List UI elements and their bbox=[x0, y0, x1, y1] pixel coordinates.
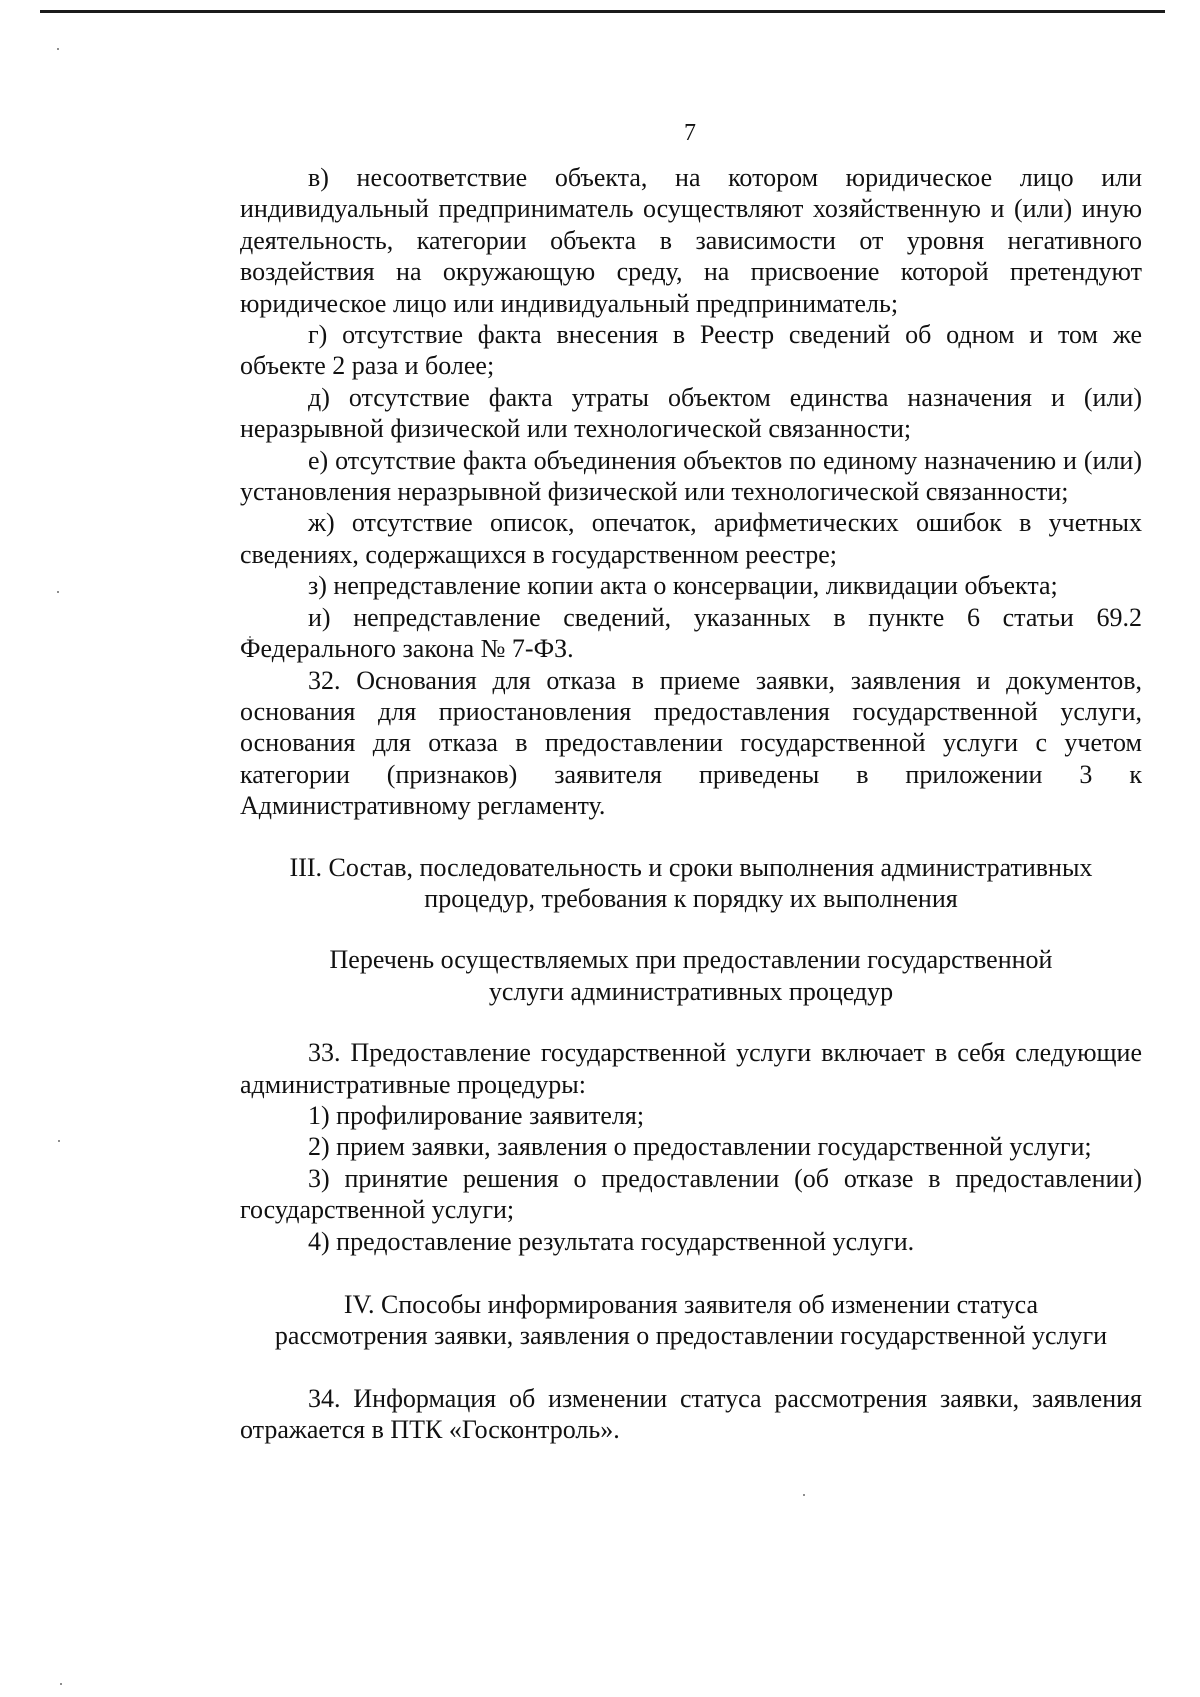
list-item-33-4: 4) предоставление результата государственной услуги. bbox=[308, 1226, 915, 1256]
section-4-heading bbox=[240, 1289, 1142, 1352]
paragraph-e: е) отсутствие факта объединения объектов по единому назначению и (или) установления неразрывной физической или технологической связанности; bbox=[240, 445, 1142, 507]
subsection-heading-line: услуги административных процедур bbox=[488, 976, 894, 1006]
document-body bbox=[240, 162, 1142, 1446]
subsection-heading bbox=[240, 944, 1142, 1007]
paragraph-z: з) непредставление копии акта о консервации, ликвидации объекта; bbox=[308, 571, 1058, 601]
paragraph-i: и) непредставление сведений, указанных в пункте 6 статьи 69.2 Федерального закона № 7-ФЗ. bbox=[240, 602, 1142, 664]
scan-speck bbox=[60, 1683, 62, 1685]
section-3-heading-line: III. Состав, последовательность и сроки выполнения административных bbox=[289, 852, 1093, 882]
top-border-line bbox=[40, 10, 1165, 13]
scan-speck bbox=[57, 591, 59, 593]
paragraph-d: д) отсутствие факта утраты объектом единства назначения и (или) неразрывной физической или технологической связанности; bbox=[240, 382, 1142, 444]
section-3-heading bbox=[240, 852, 1142, 915]
scan-speck bbox=[58, 1140, 60, 1142]
paragraph-zh: ж) отсутствие описок, опечаток, арифметических ошибок в учетных сведениях, содержащихся в государственном реестре; bbox=[240, 508, 1142, 569]
section-3-heading-line: процедур, требования к порядку их выполнения bbox=[424, 883, 958, 913]
paragraph-33: 33. Предоставление государственной услуги включает в себя следующие административные процедуры: bbox=[240, 1038, 1142, 1099]
scan-speck bbox=[803, 1494, 805, 1496]
subsection-heading-line: Перечень осуществляемых при предоставлении государственной bbox=[329, 945, 1053, 975]
list-item-33-3: 3) принятие решения о предоставлении (об отказе в предоставлении) государственной услуги; bbox=[240, 1163, 1142, 1225]
page-number: 7 bbox=[684, 120, 696, 146]
list-item-33-2: 2) прием заявки, заявления о предоставлении государственной услуги; bbox=[308, 1132, 1092, 1162]
paragraph-32: 32. Основания для отказа в приеме заявки, заявления и документов, основания для приостановления предоставления государственной услуги, основания для отказа в предоставлении государственной услуги с учетом категории (признаков) заявителя приведены в приложении 3 к Административному регламенту. bbox=[240, 665, 1142, 821]
paragraph-34: 34. Информация об изменении статуса рассмотрения заявки, заявления отражается в ПТК «Госконтроль». bbox=[240, 1383, 1142, 1445]
paragraph-v: в) несоответствие объекта, на котором юридическое лицо или индивидуальный предприниматель осуществляют хозяйственную и (или) иную деятельность, категории объекта в зависимости от уровня негативного воздействия на окружающую среду, на присвоение которой претендуют юридическое лицо или индивидуальный предприниматель; bbox=[240, 163, 1142, 318]
section-4-heading-line: рассмотрения заявки, заявления о предоставлении государственной услуги bbox=[274, 1321, 1108, 1351]
paragraph-g: г) отсутствие факта внесения в Реестр сведений об одном и том же объекте 2 раза и более; bbox=[240, 320, 1142, 381]
section-4-heading-line: IV. Способы информирования заявителя об изменении статуса bbox=[343, 1290, 1039, 1319]
scan-speck bbox=[57, 48, 59, 50]
list-item-33-1: 1) профилирование заявителя; bbox=[308, 1100, 645, 1130]
